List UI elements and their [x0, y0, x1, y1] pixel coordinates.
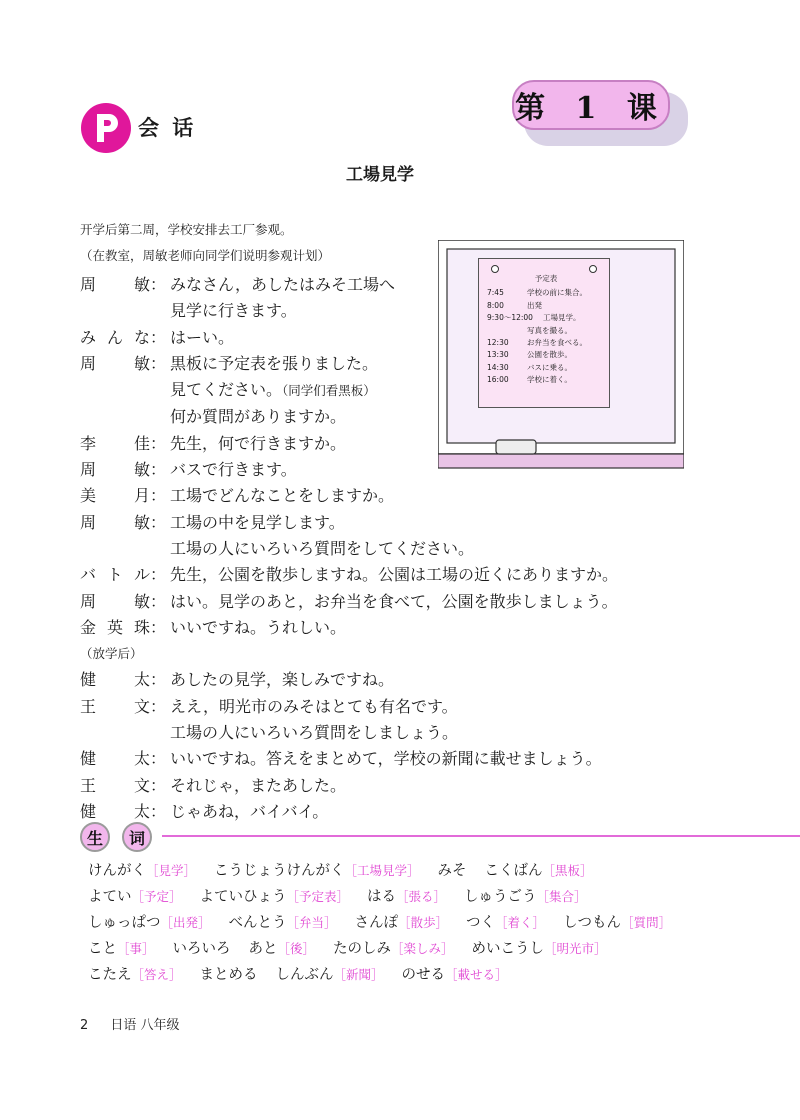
page-title: 工場見学: [346, 165, 414, 185]
speaker-name: 王 文: [80, 775, 150, 795]
lesson-label: 第 1 课: [512, 80, 670, 130]
speaker-name: 周 敏: [80, 275, 150, 294]
vocab-kanji: ［事］: [117, 941, 155, 956]
vocab-item: [276, 967, 384, 983]
speaker: 王 文：: [80, 773, 170, 799]
vocab-header: [80, 822, 800, 852]
speaker-name: 李 佳: [80, 433, 150, 453]
vocab-kana: めいこうし: [471, 941, 545, 957]
dialogue-line: [170, 667, 720, 693]
vocab-row: [88, 884, 768, 910]
dialogue-turn: [80, 773, 720, 799]
dialogue-line: [170, 272, 720, 298]
schedule-time: 9:30～12:00: [487, 313, 533, 323]
speaker-name: 美 月: [80, 486, 150, 506]
vocab-kana: よていひょう: [199, 889, 287, 905]
vocab-kanji: ［予定表］: [286, 889, 350, 904]
speaker: 金英珠：: [80, 615, 170, 641]
speaker: 周 敏：: [80, 351, 170, 431]
vocab-item: [472, 941, 607, 957]
dialogue-line: [170, 562, 720, 588]
vocab-kanji: ［後］: [277, 941, 316, 956]
speaker-name: 健 太: [80, 670, 150, 690]
dialogue-turn: [80, 351, 720, 431]
schedule-text: 出発: [527, 300, 542, 310]
stage-direction: （同学们看黑板）: [282, 383, 376, 399]
speaker: 周 敏：: [80, 510, 170, 563]
vocab-kanji: ［質問］: [621, 915, 672, 930]
vocab-item: [88, 941, 155, 957]
page-footer: [80, 1014, 180, 1033]
vocab-kana: さんぽ: [354, 915, 399, 931]
dialogue-line: [170, 773, 720, 799]
dialogue-turn: [80, 746, 720, 772]
dialogue-line: [170, 483, 720, 509]
dialogue-lines: [170, 667, 720, 693]
lesson-tab: [512, 80, 688, 146]
speaker: 美 月：: [80, 483, 170, 509]
dialogue-lines: [170, 694, 720, 747]
dialogue-line: [170, 457, 720, 483]
dialogue-turn: [80, 667, 720, 693]
dialogue-text: 見てください。: [170, 380, 283, 400]
speaker-name: みんな: [80, 327, 150, 347]
speaker: 李 佳：: [80, 431, 170, 457]
dialogue-lines: [170, 272, 720, 325]
schedule-time: 14:30: [487, 362, 509, 372]
dialogue-text: 工場の中を見学します。: [170, 512, 345, 532]
dialogue-line: [170, 325, 720, 351]
speaker-name: 周 敏: [80, 353, 150, 373]
dialogue-text: じゃあね，バイバイ。: [170, 801, 329, 821]
vocab-item: [563, 915, 671, 931]
schedule-text: 写真を撮る。: [527, 325, 572, 335]
conversation-section-icon: [80, 102, 132, 154]
dialogue-lines: [170, 510, 720, 563]
dialogue-text: いいですね。うれしい。: [170, 617, 347, 637]
vocab-item: [367, 889, 446, 905]
dialogue-turn: [80, 615, 720, 641]
vocab-item: [464, 889, 587, 905]
dialogue-turn: [80, 694, 720, 747]
classroom-note: （在教室，周敏老师向同学们说明参观计划）: [80, 248, 331, 263]
vocab-kana: いろいろ: [172, 941, 231, 957]
dialogue-text: バスで行きます。: [170, 460, 297, 480]
vocab-kana: しゅっぱつ: [88, 915, 161, 931]
vocab-kana: しゅうごう: [464, 889, 537, 905]
dialogue-text: はーい。: [170, 327, 235, 347]
schedule-text: 公園を散歩。: [527, 350, 572, 360]
vocab-kanji: ［着く］: [495, 915, 546, 930]
vocab-kana: たのしみ: [333, 941, 392, 957]
dialogue-line: [170, 589, 720, 615]
vocab-kana: こくばん: [484, 863, 543, 879]
vocab-kana: しんぶん: [275, 967, 334, 983]
vocab-kana: のせる: [401, 967, 446, 983]
schedule-text: 学校に着く。: [527, 375, 572, 385]
vocab-item: [173, 941, 231, 957]
dialogue-line: [170, 510, 720, 536]
vocab-kanji: ［楽しみ］: [391, 941, 454, 956]
dialogue-text: はい。見学のあと，お弁当を食べて，公園を散歩しましょう。: [170, 591, 618, 611]
dialogue-turn: [80, 562, 720, 588]
dialogue-text: みなさん，あしたはみそ工場へ: [170, 275, 395, 294]
dialogue-text: それじゃ，またあした。: [170, 775, 347, 795]
speaker-name: 周 敏: [80, 512, 150, 532]
dialogue-text: 先生，何で行きますか。: [170, 433, 347, 453]
dialogue-text: 工場でどんなことをしますか。: [170, 486, 395, 506]
dialogue-line: [170, 431, 720, 457]
schedule-time: 8:00: [487, 300, 504, 310]
vocab-item: [88, 889, 182, 905]
dialogue-line: [170, 615, 720, 641]
dialogue-text: ええ，明光市のみそはとても有名です。: [170, 696, 458, 716]
vocab-item: [438, 863, 467, 879]
schedule-text: バスに乗る。: [527, 362, 572, 372]
vocab-kana: こうじょうけんがく: [214, 863, 345, 879]
dialogue-turn: [80, 431, 720, 457]
speaker: みんな：: [80, 325, 170, 351]
vocab-list: [88, 858, 768, 988]
dialogue-line: [170, 720, 720, 746]
dialogue-lines: [170, 431, 720, 457]
vocab-item: [229, 915, 337, 931]
vocab-row: [88, 910, 768, 936]
schedule-text: 工場見学。: [543, 313, 581, 323]
vocab-kanji: ［載せる］: [445, 967, 508, 982]
vocab-kana: みそ: [437, 863, 467, 879]
dialogue-text: 先生，公園を散歩しますね。公園は工場の近くにありますか。: [170, 565, 619, 585]
vocab-item: [200, 967, 258, 983]
schedule-time: 13:30: [487, 350, 509, 360]
vocab-kanji: ［明光市］: [544, 941, 607, 956]
dialogue-text: 黒板に予定表を張りました。: [170, 353, 379, 373]
dialogue-line: [170, 377, 720, 404]
vocab-kana: つく: [466, 915, 496, 931]
vocab-item: [88, 967, 182, 983]
vocab-row: [88, 962, 768, 988]
vocab-kana: はる: [367, 889, 397, 905]
vocab-kana: よてい: [88, 889, 132, 905]
schedule-time: 12:30: [487, 338, 509, 348]
book-title: 日语 八年级: [110, 1018, 180, 1033]
speaker-name: 周 敏: [80, 460, 150, 480]
vocab-row: [88, 936, 768, 962]
speaker-name: 周 敏: [80, 591, 150, 611]
speaker-name: 健 太: [80, 801, 150, 821]
vocab-kana: まとめる: [199, 967, 258, 983]
dialogue-turn: [80, 510, 720, 563]
schedule-text: 学校の前に集合。: [527, 288, 587, 298]
vocab-title-char: 生: [80, 822, 110, 852]
dialogue-lines: [170, 457, 720, 483]
vocab-item: [402, 967, 508, 983]
schedule-time: 16:00: [487, 375, 509, 385]
speaker: 健 太：: [80, 667, 170, 693]
vocab-item: [200, 889, 350, 905]
dialogue-line: [170, 746, 720, 772]
dialogue-text: 何か質問がありますか。: [170, 407, 347, 427]
dialogue-line: [170, 404, 720, 430]
dialogue-text: 見学に行きます。: [170, 301, 297, 321]
vocab-kana: こたえ: [88, 967, 132, 983]
section-title: 会 话: [138, 116, 197, 140]
vocab-row: [88, 858, 768, 884]
dialogue-lines: [170, 562, 720, 588]
vocab-kanji: ［黒板］: [542, 863, 593, 878]
vocab-kanji: ［答え］: [131, 967, 182, 982]
vocab-item: [88, 915, 211, 931]
vocab-kanji: ［見学］: [146, 863, 197, 878]
dialogue-text: 工場の人にいろいろ質問をしましょう。: [170, 723, 459, 743]
speaker: 健 太：: [80, 746, 170, 772]
dialogue-turn: [80, 272, 720, 325]
vocab-kanji: ［散歩］: [398, 915, 449, 930]
schedule-time: 7:45: [487, 288, 504, 298]
dialogue-line: [170, 298, 720, 324]
dialogue-lines: [170, 483, 720, 509]
vocab-item: [333, 941, 454, 957]
dialogue-lines: [170, 773, 720, 799]
intro-note: 开学后第二周，学校安排去工厂参观。: [80, 222, 293, 237]
dialogue-turn: [80, 325, 720, 351]
dialogue-line: [170, 536, 720, 562]
vocab-kanji: ［新聞］: [333, 967, 384, 982]
vocab-item: [88, 863, 196, 879]
vocab-kana: こと: [88, 941, 117, 957]
page-number: 2: [80, 1018, 89, 1033]
dialogue-lines: [170, 325, 720, 351]
vocab-kanji: ［工場見学］: [344, 863, 420, 878]
vocab-item: [355, 915, 449, 931]
vocab-kanji: ［出発］: [160, 915, 211, 930]
vocab-kanji: ［集合］: [536, 889, 587, 904]
vocab-title-char: 词: [122, 822, 152, 852]
speaker: 周 敏：: [80, 589, 170, 615]
schedule-title: 予定表: [534, 274, 558, 283]
vocab-kanji: ［弁当］: [286, 915, 337, 930]
vocab-kanji: ［予定］: [131, 889, 182, 904]
dialogue-turn: [80, 483, 720, 509]
speaker: 周 敏：: [80, 457, 170, 483]
vocab-kanji: ［張る］: [396, 889, 447, 904]
vocab-item: [249, 941, 316, 957]
speaker: 周 敏：: [80, 272, 170, 325]
dialogue-lines: [170, 351, 720, 431]
dialogue-line: [170, 694, 720, 720]
vocab-item: [466, 915, 545, 931]
vocab-kana: べんとう: [228, 915, 287, 931]
dialogue-turn: [80, 589, 720, 615]
speaker: 健 太：: [80, 799, 170, 825]
dialogue: [80, 272, 720, 825]
divider: [162, 835, 800, 837]
vocab-kana: けんがく: [88, 863, 146, 879]
speaker-name: バトル: [80, 565, 150, 585]
vocab-item: [485, 863, 593, 879]
dialogue-text: あしたの見学，楽しみですね。: [170, 670, 395, 690]
speaker: 王 文：: [80, 694, 170, 747]
dialogue-lines: [170, 589, 720, 615]
speaker-name: 金英珠: [80, 617, 150, 637]
speaker-name: 健 太: [80, 749, 150, 769]
schedule-text: お弁当を食べる。: [527, 338, 587, 348]
vocab-kana: あと: [248, 941, 278, 957]
dialogue-turn: [80, 457, 720, 483]
dialogue-text: 工場の人にいろいろ質問をしてください。: [170, 538, 475, 558]
after-school-note: （放学后）: [80, 646, 143, 662]
dialogue-lines: [170, 746, 720, 772]
speaker-name: 王 文: [80, 696, 150, 716]
vocab-item: [214, 863, 420, 879]
vocab-kana: しつもん: [563, 915, 622, 931]
dialogue-lines: [170, 615, 720, 641]
dialogue-text: いいですね。答えをまとめて，学校の新聞に載せましょう。: [170, 749, 602, 769]
speaker: バトル：: [80, 562, 170, 588]
dialogue-line: [170, 351, 720, 377]
